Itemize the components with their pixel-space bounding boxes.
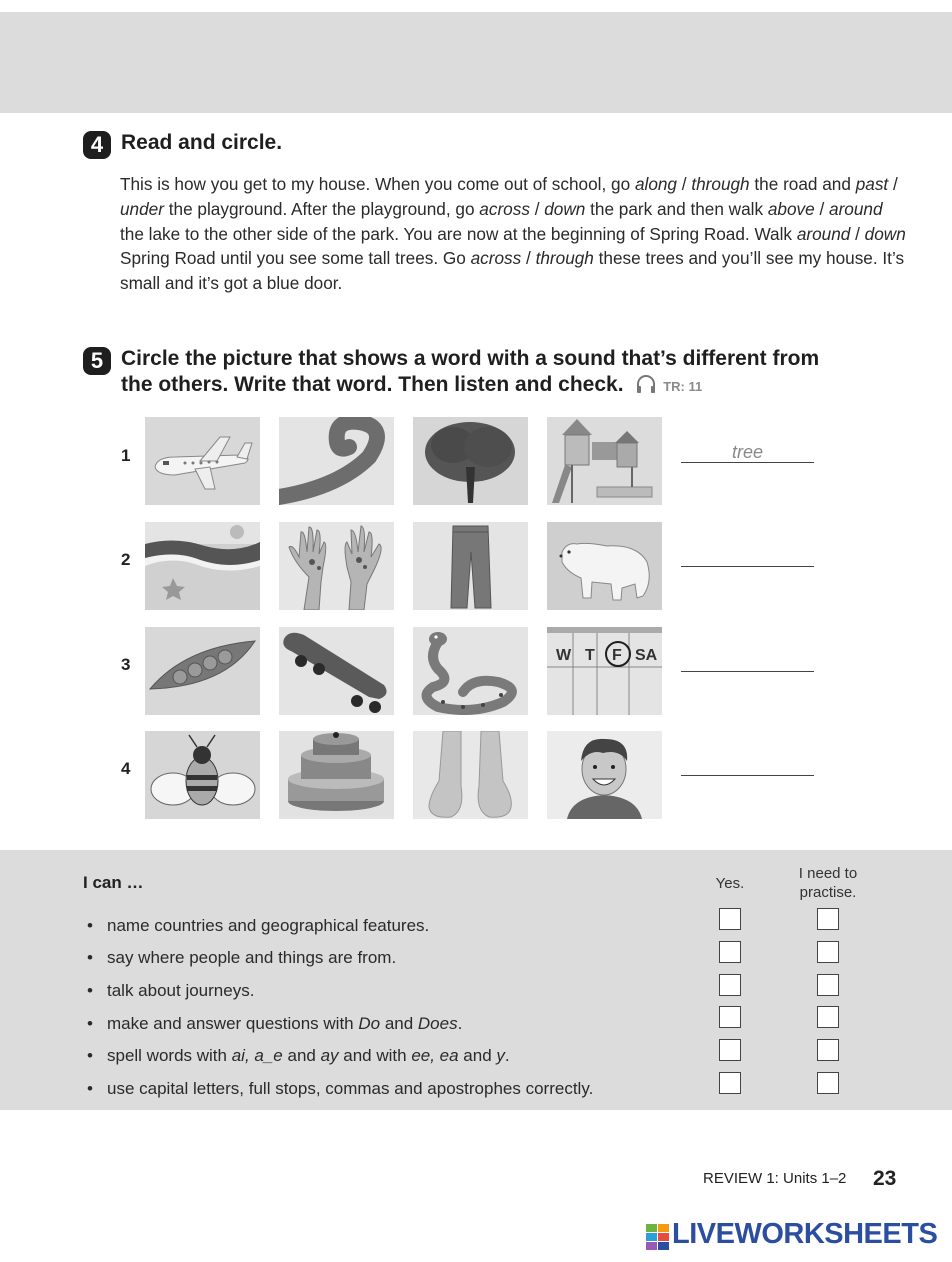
i-can-item: • spell words with ai, a_e and ay and with ee, ea and y.	[87, 1046, 510, 1065]
feet-picture[interactable]	[413, 731, 528, 819]
practise-checkbox[interactable]	[817, 941, 839, 963]
exercise-title-line-2: the others. Write that word. Then listen and check. TR: 11	[121, 373, 703, 396]
headphones-icon	[635, 374, 657, 394]
skateboard-picture[interactable]	[279, 627, 394, 715]
calendar-day: T	[585, 647, 595, 664]
i-can-item: • say where people and things are from.	[87, 948, 397, 967]
peas-picture[interactable]	[145, 627, 260, 715]
liveworksheets-brand: LIVEWORKSHEETS	[672, 1218, 938, 1250]
hands-picture[interactable]	[279, 522, 394, 610]
choice-word[interactable]: across	[479, 198, 530, 219]
column-yes: Yes.	[715, 875, 745, 892]
header-band	[0, 12, 952, 113]
practise-checkbox[interactable]	[817, 1006, 839, 1028]
polar-bear-picture[interactable]	[547, 522, 662, 610]
answer-text: tree	[731, 442, 764, 462]
choice-word[interactable]: through	[535, 248, 594, 269]
yes-checkbox[interactable]	[719, 1039, 741, 1061]
answer-line[interactable]	[681, 671, 814, 672]
yes-checkbox[interactable]	[719, 1006, 741, 1028]
i-can-item: • name countries and geographical features.	[87, 916, 430, 935]
row-number: 4	[121, 759, 131, 778]
i-can-item: • use capital letters, full stops, commas and apostrophes correctly.	[87, 1079, 594, 1098]
practise-checkbox[interactable]	[817, 1039, 839, 1061]
tail-picture[interactable]	[279, 417, 394, 505]
review-label: REVIEW 1: Units 1–2	[703, 1170, 847, 1187]
playground-picture[interactable]	[547, 417, 662, 505]
track-label: TR: 11	[663, 379, 703, 394]
choice-word[interactable]: above	[767, 198, 815, 219]
choice-word[interactable]: through	[691, 174, 750, 194]
snake-picture[interactable]	[413, 627, 528, 715]
calendar-day: F	[612, 647, 622, 664]
row-number: 3	[121, 655, 131, 674]
choice-word[interactable]: under	[120, 198, 164, 219]
yes-checkbox[interactable]	[719, 941, 741, 963]
calendar-day: W	[556, 647, 572, 664]
answer-line[interactable]	[681, 566, 814, 567]
cake-picture[interactable]	[279, 731, 394, 819]
jeans-picture[interactable]	[413, 522, 528, 610]
calendar-picture[interactable]	[547, 627, 662, 715]
choice-word[interactable]: down	[544, 198, 586, 219]
exercise-number: 4	[83, 131, 111, 159]
exercise-4-heading	[83, 131, 283, 159]
answer-line[interactable]	[681, 775, 814, 776]
page-number: 23	[873, 1167, 897, 1190]
i-can-item: • talk about journeys.	[87, 981, 255, 1000]
choice-word[interactable]: down	[864, 223, 906, 244]
row-number: 2	[121, 550, 131, 569]
boy-picture[interactable]	[547, 731, 662, 819]
choice-word[interactable]: along	[634, 174, 677, 194]
column-need-practise: I need to practise.	[798, 865, 858, 901]
exercise-number: 5	[83, 347, 111, 375]
choice-word[interactable]: past	[855, 174, 889, 194]
practise-checkbox[interactable]	[817, 1072, 839, 1094]
choice-word[interactable]: around	[796, 223, 851, 244]
exercise-title-line-1: Circle the picture that shows a word with a sound that’s different from	[121, 347, 820, 370]
choice-word[interactable]: across	[470, 248, 522, 269]
practise-checkbox[interactable]	[817, 974, 839, 996]
yes-checkbox[interactable]	[719, 974, 741, 996]
exercise-title: Read and circle.	[121, 131, 283, 154]
i-can-title: I can …	[83, 873, 144, 892]
beach-picture[interactable]	[145, 522, 260, 610]
i-can-item: • make and answer questions with Do and Does.	[87, 1014, 463, 1033]
yes-checkbox[interactable]	[719, 908, 741, 930]
practise-checkbox[interactable]	[817, 908, 839, 930]
choice-word[interactable]: around	[829, 198, 883, 219]
bee-picture[interactable]	[145, 731, 260, 819]
row-number: 1	[121, 446, 131, 465]
liveworksheets-logo-icon	[646, 1222, 670, 1252]
answer-line[interactable]	[681, 462, 814, 463]
yes-checkbox[interactable]	[719, 1072, 741, 1094]
exercise-4-paragraph: This is how you get to my house. When you come out of school, go along / through the road and past / under the playground. After the playground, go across / down the park and then walk above / around the lake to the other side of the park. You are now at the beginning of Spring Road. Walk around / down Spring Road until you see some tall trees. Go across / through these trees and you’ll see my house. It’s small and it’s got a blue door.	[120, 174, 906, 294]
calendar-day: SA	[635, 647, 658, 664]
plane-picture[interactable]	[145, 417, 260, 505]
exercise-5-heading	[83, 347, 820, 396]
tree-picture[interactable]	[413, 417, 528, 505]
